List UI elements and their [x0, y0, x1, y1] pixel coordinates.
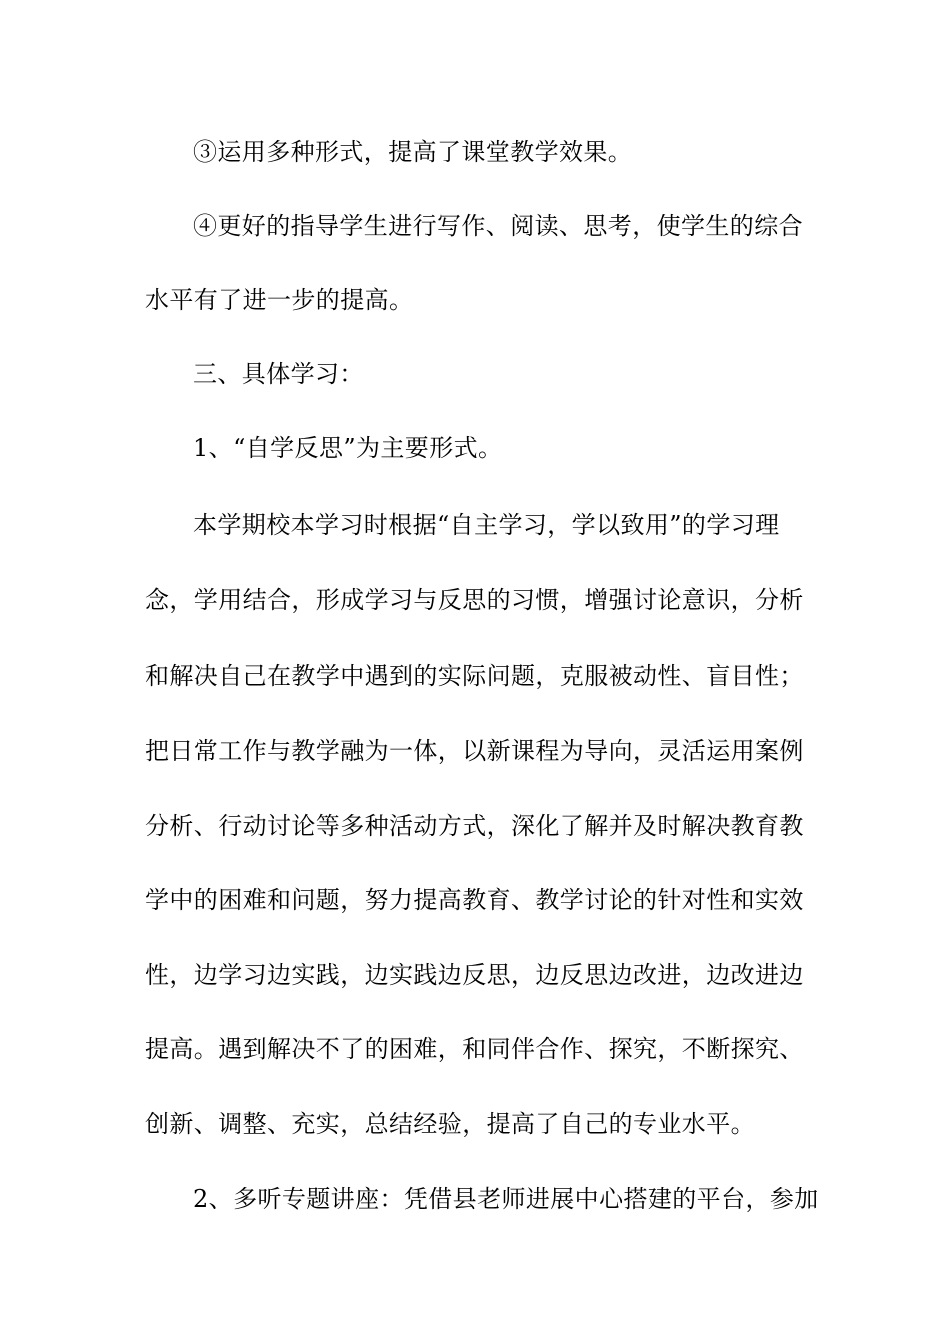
text-line: 分析、行动讨论等多种活动方式，深化了解并及时解决教育教 — [145, 812, 804, 840]
text-line: ③运用多种形式，提高了课堂教学效果。 — [193, 138, 633, 166]
subsection-heading: 1、“自学反思”为主要形式。 — [193, 434, 503, 462]
text-line: 性，边学习边实践，边实践边反思，边反思边改进，边改进边 — [145, 961, 804, 989]
section-heading: 三、具体学习： — [193, 360, 364, 388]
text-line: 和解决自己在教学中遇到的实际问题，克服被动性、盲目性； — [145, 662, 804, 690]
text-line: 创新、调整、充实，总结经验，提高了自己的专业水平。 — [145, 1110, 755, 1138]
text-line: 学中的困难和问题，努力提高教育、教学讨论的针对性和实效 — [145, 886, 804, 914]
text-line: 本学期校本学习时根据“自主学习，学以致用”的学习理 — [193, 511, 780, 539]
text-line: ④更好的指导学生进行写作、阅读、思考，使学生的综合 — [193, 212, 803, 240]
text-line: 提高。遇到解决不了的困难，和同伴合作、探究，不断探究、 — [145, 1035, 804, 1063]
text-line: 念，学用结合，形成学习与反思的习惯，增强讨论意识，分析 — [145, 586, 804, 614]
subsection-heading: 2、多听专题讲座：凭借县老师进展中心搭建的平台，参加 — [193, 1185, 819, 1213]
text-line: 把日常工作与教学融为一体，以新课程为导向，灵活运用案例 — [145, 737, 804, 765]
text-line: 水平有了进一步的提高。 — [145, 286, 414, 314]
